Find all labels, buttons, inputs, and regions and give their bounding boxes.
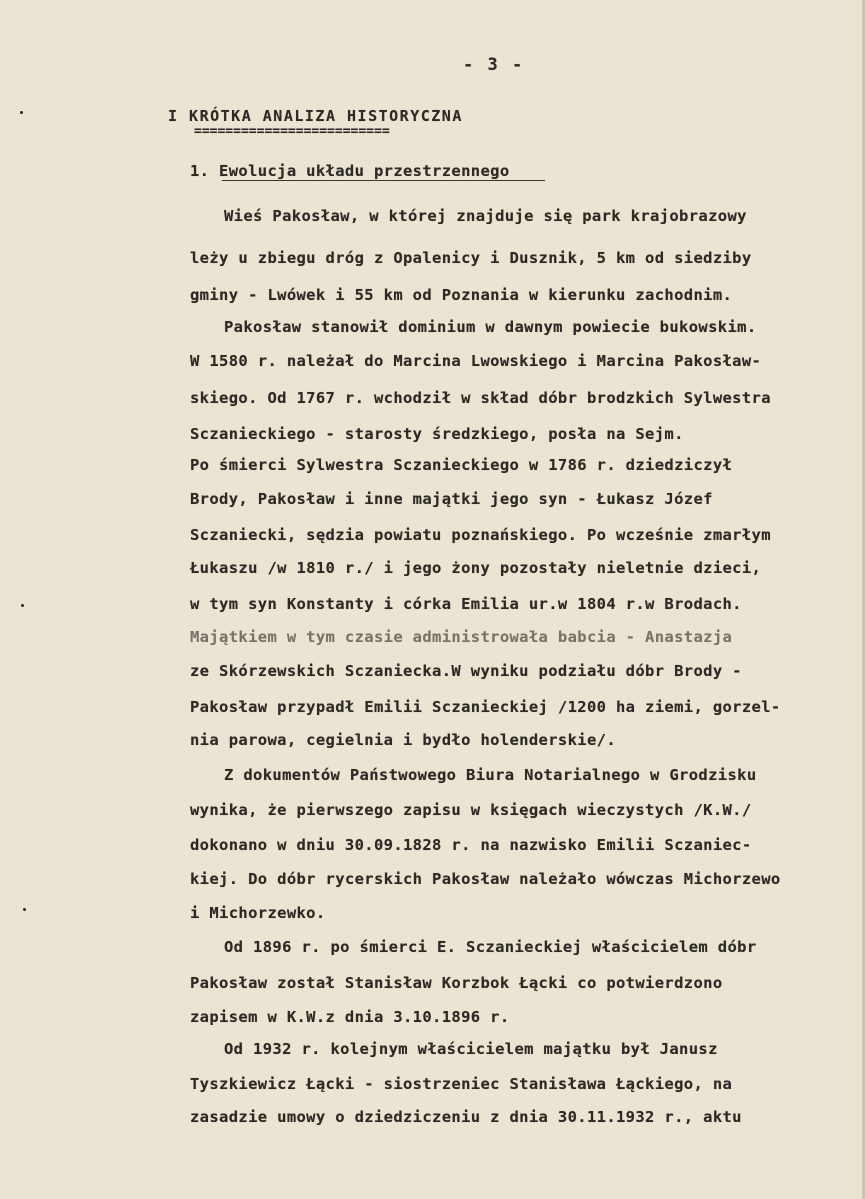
body-line-27: zasadzie umowy o dziedziczeniu z dnia 30.11.1932 r., aktu <box>190 1108 742 1126</box>
body-line-20: kiej. Do dóbr rycerskich Pakosław należało wówczas Michorzewo <box>190 870 781 888</box>
body-line-7: Sczanieckiego - starosty średzkiego, posła na Sejm. <box>190 425 684 443</box>
margin-speck <box>21 604 24 607</box>
chapter-title: I KRÓTKA ANALIZA HISTORYCZNA <box>168 107 463 125</box>
body-line-9: Brody, Pakosław i inne majątki jego syn - Łukasz Józef <box>190 490 713 508</box>
body-line-23: Pakosław został Stanisław Korzbok Łącki co potwierdzono <box>190 974 723 992</box>
body-line-12: w tym syn Konstanty i córka Emilia ur.w 1804 r.w Brodach. <box>190 595 742 613</box>
chapter-title-underline: ========================= <box>194 124 390 139</box>
body-line-16: nia parowa, cegielnia i bydło holenderskie/. <box>190 731 616 749</box>
body-line-26: Tyszkiewicz Łącki - siostrzeniec Stanisława Łąckiego, na <box>190 1075 733 1093</box>
body-line-24: zapisem w K.W.z dnia 3.10.1896 r. <box>190 1008 510 1026</box>
body-line-14: ze Skórzewskich Sczaniecka.W wyniku podziału dóbr Brody - <box>190 662 742 680</box>
body-line-25: Od 1932 r. kolejnym właścicielem majątku był Janusz <box>224 1040 718 1058</box>
margin-speck <box>20 111 23 114</box>
body-line-10: Sczaniecki, sędzia powiatu poznańskiego. Po wcześnie zmarłym <box>190 526 771 544</box>
body-line-11: Łukaszu /w 1810 r./ i jego żony pozostały nieletnie dzieci, <box>190 559 762 577</box>
margin-speck <box>23 908 26 911</box>
body-line-21: i Michorzewko. <box>190 904 326 922</box>
body-line-22: Od 1896 r. po śmierci E. Sczanieckiej właścicielem dóbr <box>224 938 757 956</box>
body-line-5: W 1580 r. należał do Marcina Lwowskiego i Marcina Pakosław- <box>190 352 762 370</box>
body-line-1: Wieś Pakosław, w której znajduje się park krajobrazowy <box>224 207 747 225</box>
section-heading: 1. Ewolucja układu przestrzennego <box>190 162 510 180</box>
body-line-17: Z dokumentów Państwowego Biura Notarialnego w Grodzisku <box>224 766 757 784</box>
body-line-8: Po śmierci Sylwestra Sczanieckiego w 1786 r. dziedziczył <box>190 456 733 474</box>
body-line-2: leży u zbiegu dróg z Opalenicy i Dusznik, 5 km od siedziby <box>190 249 752 267</box>
section-heading-underline <box>222 180 545 181</box>
page-number: - 3 - <box>463 55 525 75</box>
body-line-18: wynika, że pierwszego zapisu w księgach wieczystych /K.W./ <box>190 801 752 819</box>
body-line-3: gminy - Lwówek i 55 km od Poznania w kierunku zachodnim. <box>190 286 733 304</box>
body-line-6: skiego. Od 1767 r. wchodził w skład dóbr brodzkich Sylwestra <box>190 389 771 407</box>
body-line-19: dokonano w dniu 30.09.1828 r. na nazwisko Emilii Sczaniec- <box>190 836 752 854</box>
body-line-13: Majątkiem w tym czasie administrowała babcia - Anastazja <box>190 628 733 646</box>
body-line-15: Pakosław przypadł Emilii Sczanieckiej /1200 ha ziemi, gorzel- <box>190 698 781 716</box>
body-line-4: Pakosław stanowił dominium w dawnym powiecie bukowskim. <box>224 318 757 336</box>
